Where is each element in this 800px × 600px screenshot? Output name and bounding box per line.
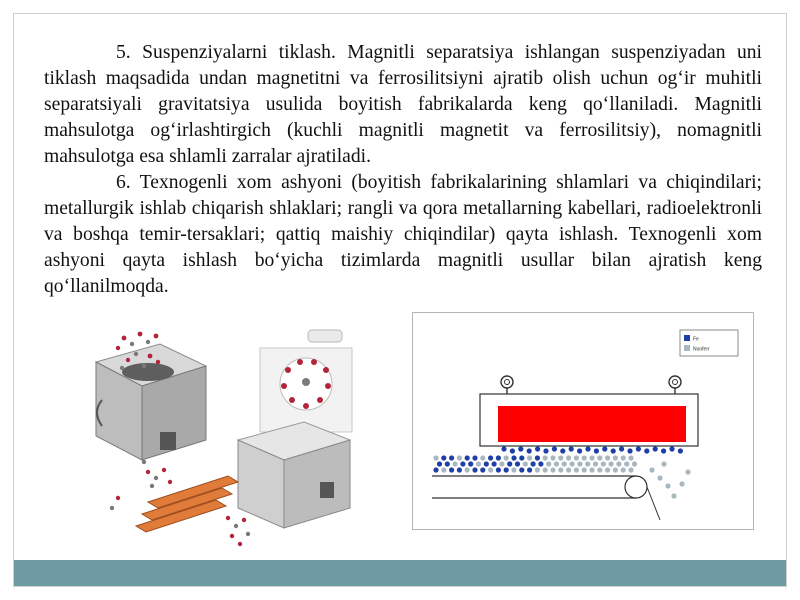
nonferr-particle	[589, 455, 594, 460]
nonferr-particle	[577, 461, 582, 466]
fe-particle	[492, 461, 497, 466]
paragraph-6: 6. Texnogenli xom ashyoni (boyitish fabrikalarining shlamlari va chiqindilari; metallurgik ishlab chiqarish shlaklari; rangli va qora metallarning kabellari, radioelektronli va boshqa temir-tersaklari; qattiq maishiy chiqindilar) qayta ishlash. Texnogenli xom ashyoni qayta ishlash bo‘yicha tizimlarda magnitli usullar bilan ajratish keng qo‘llanilmoqda.	[44, 172, 762, 297]
fe-particle	[519, 467, 524, 472]
fe-particle	[480, 467, 485, 472]
magnet-block	[498, 406, 686, 442]
nonferr-particle	[511, 467, 516, 472]
nonferr-particle	[574, 455, 579, 460]
nonferr-particle	[550, 467, 555, 472]
fe-particle	[510, 448, 515, 453]
nonferr-particle	[593, 461, 598, 466]
nonferr-particle	[441, 467, 446, 472]
fe-particle	[644, 448, 649, 453]
fe-particle	[496, 455, 501, 460]
fe-particle	[441, 455, 446, 460]
nonferr-particle	[616, 461, 621, 466]
fe-particle	[484, 461, 489, 466]
fe-particle	[472, 455, 477, 460]
fe-particle	[504, 467, 509, 472]
overband-separator-diagram	[412, 312, 754, 530]
fe-particle	[433, 467, 438, 472]
nonferr-particle	[535, 467, 540, 472]
fe-particle	[515, 461, 520, 466]
cross-belt-separator-machine	[238, 422, 350, 528]
fe-particle	[531, 461, 536, 466]
legend-swatch-fe	[684, 335, 690, 341]
nonferr-particle	[582, 467, 587, 472]
fe-particle	[527, 467, 532, 472]
fe-particle	[678, 448, 683, 453]
nonferr-particle	[499, 461, 504, 466]
separator-equipment-illustration	[88, 322, 364, 552]
fe-particle	[519, 455, 524, 460]
fe-particle	[535, 446, 540, 451]
nonferr-particle	[546, 461, 551, 466]
drum-separator-machine	[96, 344, 206, 460]
fe-particle	[449, 455, 454, 460]
nonferr-particle	[671, 493, 676, 498]
nonferr-particle	[597, 467, 602, 472]
fe-particle	[661, 448, 666, 453]
nonferr-particle	[605, 455, 610, 460]
fe-particle	[535, 455, 540, 460]
fe-particle	[465, 455, 470, 460]
fe-particle	[585, 446, 590, 451]
fe-particle	[501, 446, 506, 451]
fe-particle	[518, 446, 523, 451]
nonferr-particle	[543, 455, 548, 460]
nonferr-particle	[504, 455, 509, 460]
nonferr-particle	[476, 461, 481, 466]
fe-particle	[445, 461, 450, 466]
footer-band	[14, 560, 786, 586]
fe-particle	[594, 448, 599, 453]
particles-discharge	[142, 460, 172, 488]
nonferr-particle	[685, 469, 690, 474]
fe-particle	[507, 461, 512, 466]
nonferr-particle	[601, 461, 606, 466]
legend-swatch-nonferr	[684, 345, 690, 351]
fe-particle	[511, 455, 516, 460]
fe-particle	[488, 455, 493, 460]
nonferr-particle	[621, 455, 626, 460]
nonferr-particle	[433, 455, 438, 460]
nonferr-particle	[628, 467, 633, 472]
nonferr-particle	[632, 461, 637, 466]
nonferr-particle	[488, 467, 493, 472]
fe-particle	[538, 461, 543, 466]
fe-particle	[636, 446, 641, 451]
nonferr-particle	[453, 461, 458, 466]
nonferr-particle	[661, 461, 666, 466]
nonferr-particle	[523, 461, 528, 466]
fe-particle	[449, 467, 454, 472]
fe-particle	[457, 467, 462, 472]
nonferr-particle	[624, 461, 629, 466]
fe-particle	[611, 448, 616, 453]
legend-label-nonferr: Nonferr	[693, 346, 710, 353]
nonferr-particle	[566, 467, 571, 472]
nonferr-particle	[527, 455, 532, 460]
legend-label-fe: Fe	[693, 336, 699, 343]
fe-particle	[627, 448, 632, 453]
nonferr-particle	[457, 455, 462, 460]
fe-particle	[669, 446, 674, 451]
nonferr-particle	[657, 475, 662, 480]
nonferr-particle	[570, 461, 575, 466]
fe-particle	[552, 446, 557, 451]
fe-particle	[496, 467, 501, 472]
nonferr-particle	[558, 455, 563, 460]
nonferr-particle	[628, 455, 633, 460]
paragraph-5: 5. Suspenziyalarni tiklash. Magnitli separatsiya ishlangan suspenziyadan uni tiklash maqsadida undan magnetitni va ferrosilitsiyni ajratib olish uchun og‘ir muhitli separatsiyali gravitatsiya usulida boyitish fabrikalarda keng qo‘llaniladi. Magnitli mahsulotga og‘irlashtirgich (kuchli magnitli magnetit va ferrosilitsiy), nomagnitli mahsulotga esa shlamli zarralar ajratiladi.	[44, 42, 762, 167]
nonferr-particle	[465, 467, 470, 472]
fe-particle	[437, 461, 442, 466]
nonferr-particle	[558, 467, 563, 472]
nonferr-particle	[562, 461, 567, 466]
nonferr-particle	[589, 467, 594, 472]
nonferr-particle	[665, 483, 670, 488]
nonferr-particle	[609, 461, 614, 466]
nonferr-particle	[621, 467, 626, 472]
fe-particle	[468, 461, 473, 466]
nonferr-particle	[679, 481, 684, 486]
inset-schematic	[260, 330, 352, 432]
fe-particle	[577, 448, 582, 453]
fe-particle	[472, 467, 477, 472]
fe-particle	[602, 446, 607, 451]
fe-particle	[619, 446, 624, 451]
nonferr-particle	[597, 455, 602, 460]
fe-particle	[527, 448, 532, 453]
fe-particle	[560, 448, 565, 453]
nonferr-particle	[605, 467, 610, 472]
fe-particle	[569, 446, 574, 451]
nonferr-particle	[585, 461, 590, 466]
nonferr-particle	[550, 455, 555, 460]
legend	[680, 330, 738, 356]
nonferr-particle	[582, 455, 587, 460]
nonferr-particle	[613, 455, 618, 460]
fe-particle	[543, 448, 548, 453]
nonferr-particle	[566, 455, 571, 460]
nonferr-particle	[543, 467, 548, 472]
nonferr-particle	[649, 467, 654, 472]
nonferr-particle	[574, 467, 579, 472]
nonferr-particle	[480, 455, 485, 460]
fe-particle	[653, 446, 658, 451]
fe-particle	[460, 461, 465, 466]
nonferr-particle	[554, 461, 559, 466]
nonferr-particle	[613, 467, 618, 472]
body-text	[44, 40, 762, 300]
